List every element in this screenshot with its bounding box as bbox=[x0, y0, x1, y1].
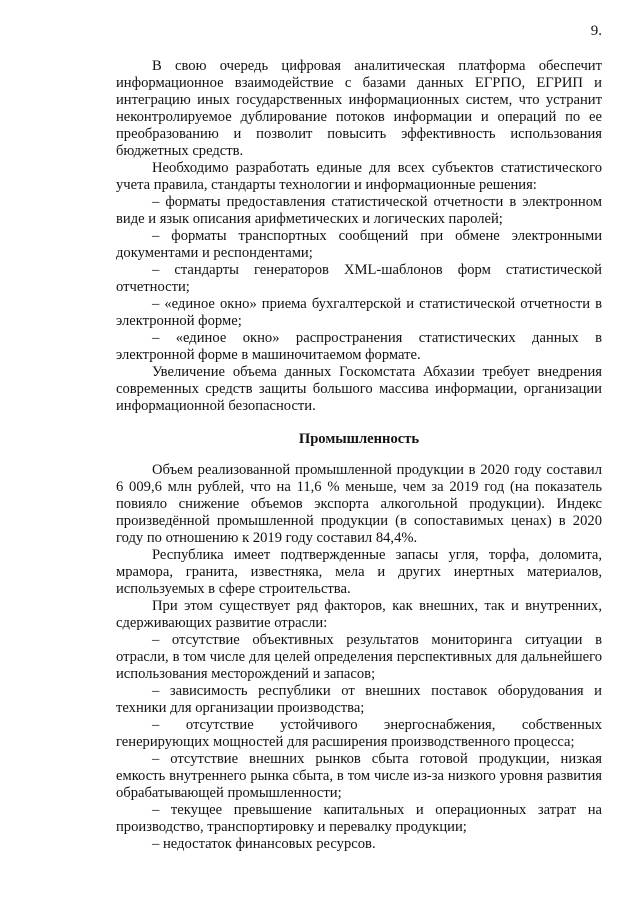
list-item: – отсутствие объективных результатов мониторинга ситуации в отрасли, в том числе для целей определения перспективных для дальнейшего использования месторождений и запасов; bbox=[116, 632, 602, 682]
paragraph: Республика имеет подтвержденные запасы угля, торфа, доломита, мрамора, гранита, известняка, мела и других инертных материалов, используемых в сфере строительства. bbox=[116, 547, 602, 597]
paragraph: Необходимо разработать единые для всех субъектов статистического учета правила, стандарты технологии и информационные решения: bbox=[116, 160, 602, 193]
page-content bbox=[116, 58, 602, 853]
section-digital-platform bbox=[116, 58, 602, 415]
section-industry bbox=[116, 462, 602, 853]
paragraph: Объем реализованной промышленной продукции в 2020 году составил 6 009,6 млн рублей, что на 11,6 % меньше, чем за 2019 год (на показатель повияло снижение объемов экспорта алкогольной продукции). Индекс произведённой промышленной продукции (в сопоставимых ценах) в 2020 году по отношению к 2019 году составил 84,4%. bbox=[116, 462, 602, 546]
list-item: – форматы транспортных сообщений при обмене электронными документами и респондентами; bbox=[116, 228, 602, 261]
paragraph: При этом существует ряд факторов, как внешних, так и внутренних, сдерживающих развитие отрасли: bbox=[116, 598, 602, 631]
paragraph: В свою очередь цифровая аналитическая платформа обеспечит информационное взаимодействие с базами данных ЕГРПО, ЕГРИП и интеграцию иных государственных информационных систем, что устранит неконтролируемое дублирование потоков информации и операций по ее преобразованию и позволит повысить эффективность использования бюджетных средств. bbox=[116, 58, 602, 159]
list-item: – форматы предоставления статистической отчетности в электронном виде и язык описания арифметических и логических паролей; bbox=[116, 194, 602, 227]
paragraph: Увеличение объема данных Госкомстата Абхазии требует внедрения современных средств защиты большого массива информации, организации информационной безопасности. bbox=[116, 364, 602, 414]
list-item: – недостаток финансовых ресурсов. bbox=[152, 836, 376, 852]
list-item: – стандарты генераторов XML-шаблонов форм статистической отчетности; bbox=[116, 262, 602, 295]
list-item: – отсутствие внешних рынков сбыта готовой продукции, низкая емкость внутреннего рынка сбыта, в том числе из-за низкого уровня развития обрабатывающей промышленности; bbox=[116, 751, 602, 801]
list-item: – текущее превышение капитальных и операционных затрат на производство, транспортировку и перевалку продукции; bbox=[116, 802, 602, 835]
list-item: – «единое окно» приема бухгалтерской и статистической отчетности в электронной форме; bbox=[116, 296, 602, 329]
list-item: – отсутствие устойчивого энергоснабжения, собственных генерирующих мощностей для расширения производственного процесса; bbox=[116, 717, 602, 750]
list-item: – «единое окно» распространения статистических данных в электронной форме в машиночитаемом формате. bbox=[116, 330, 602, 363]
page-number: 9. bbox=[590, 23, 602, 39]
section-heading: Промышленность bbox=[298, 431, 420, 447]
list-item: – зависимость республики от внешних поставок оборудования и техники для организации производства; bbox=[116, 683, 602, 716]
